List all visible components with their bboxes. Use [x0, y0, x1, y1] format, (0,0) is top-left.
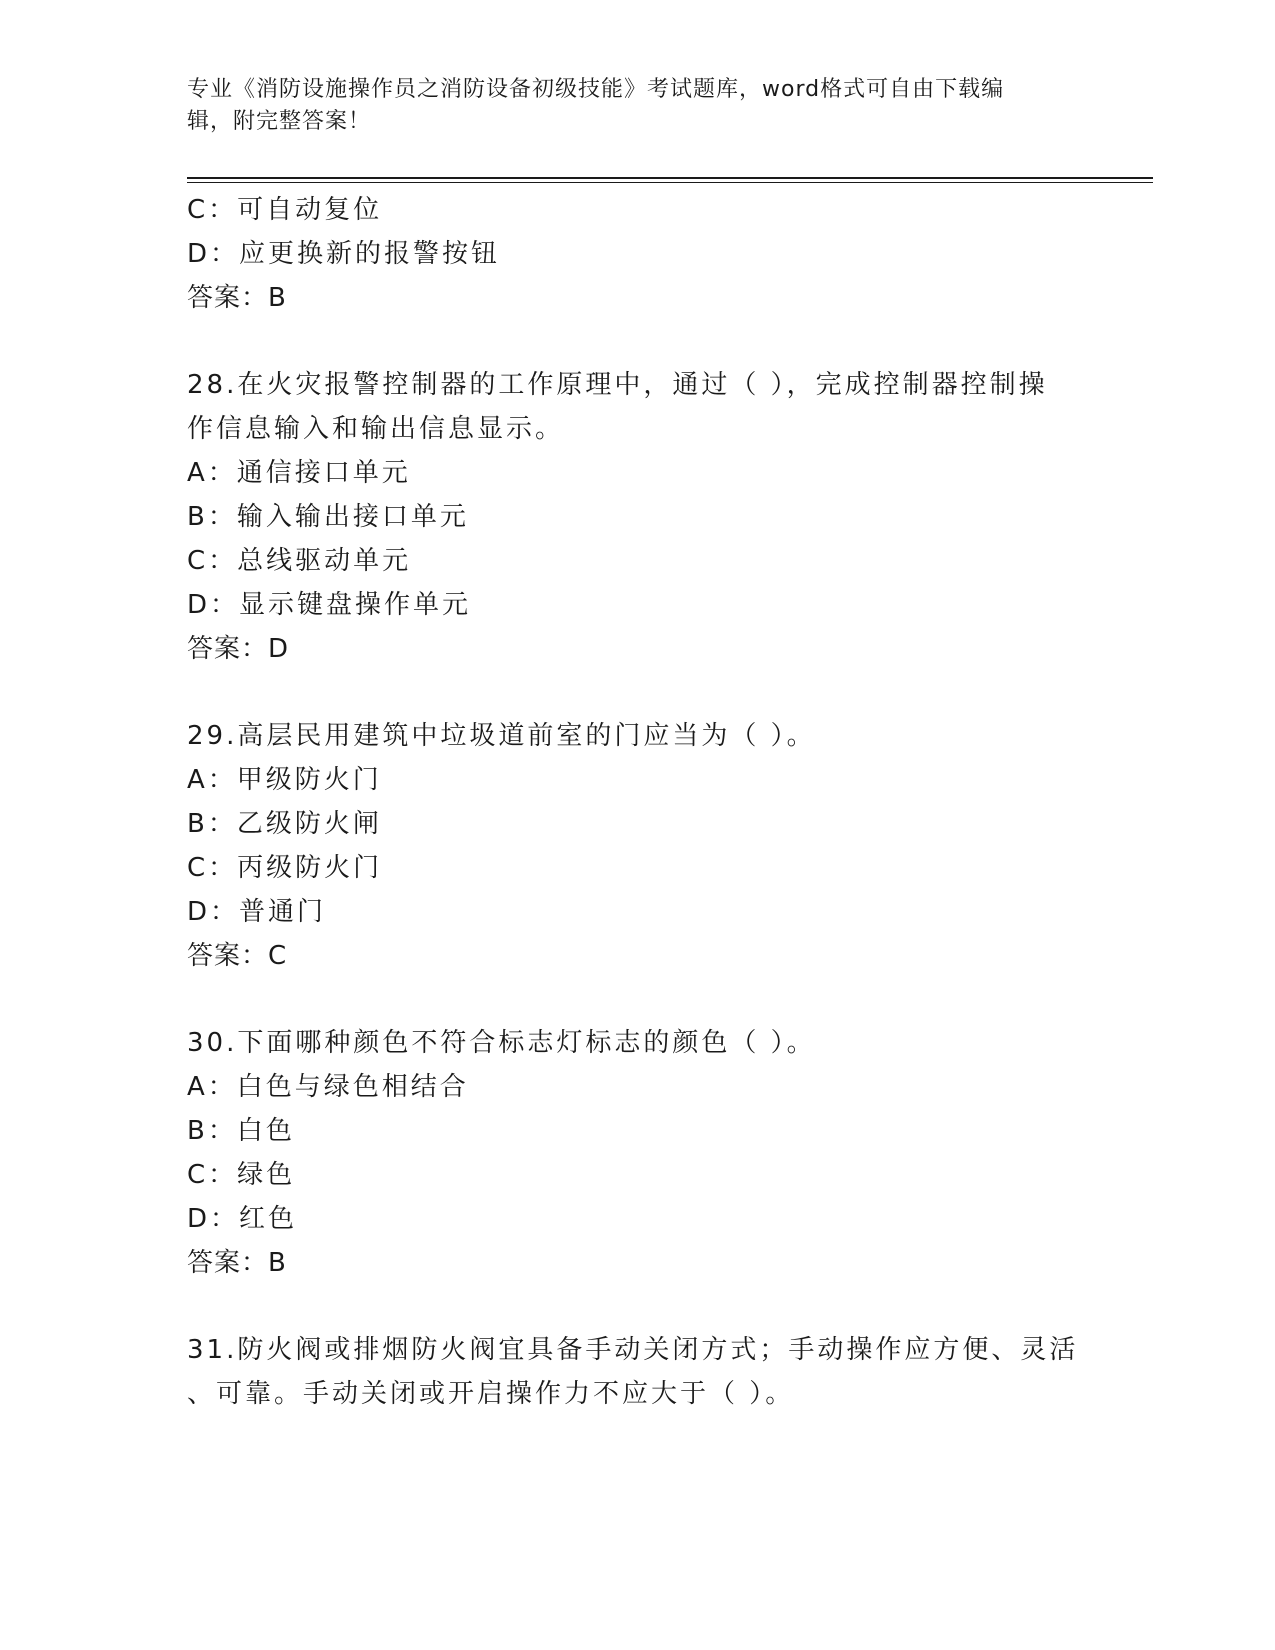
option-b: B：白色 — [187, 1116, 295, 1146]
option-c: C：绿色 — [187, 1160, 296, 1190]
option-b: B：乙级防火闸 — [187, 809, 382, 839]
answer: 答案：C — [187, 941, 288, 971]
option-a: A：白色与绿色相结合 — [187, 1072, 469, 1102]
answer: 答案：B — [187, 1248, 287, 1278]
option-d: D：红色 — [187, 1204, 298, 1234]
option-c: C：可自动复位 — [187, 195, 383, 225]
question-28-stem-cont: 作信息输入和输出信息显示。 — [187, 414, 565, 444]
option-d: D：普通门 — [187, 897, 327, 927]
header-line-1: 专业《消防设施操作员之消防设备初级技能》考试题库，word格式可自由下载编 — [187, 77, 1005, 102]
question-29-stem: 29.高层民用建筑中垃圾道前室的门应当为（ ）。 — [187, 721, 816, 751]
document-header — [187, 74, 1087, 138]
question-31-stem-cont: 、可靠。手动关闭或开启操作力不应大于（ ）。 — [187, 1379, 795, 1409]
header-divider-thin — [187, 182, 1153, 183]
option-d: D：显示键盘操作单元 — [187, 590, 472, 620]
option-c: C：丙级防火门 — [187, 853, 383, 883]
option-d: D：应更换新的报警按钮 — [187, 239, 501, 269]
option-a: A：通信接口单元 — [187, 458, 411, 488]
option-c: C：总线驱动单元 — [187, 546, 412, 576]
option-a: A：甲级防火门 — [187, 765, 382, 795]
question-28-stem: 28.在火灾报警控制器的工作原理中，通过（ ），完成控制器控制操 — [187, 370, 1048, 400]
question-30-stem: 30.下面哪种颜色不符合标志灯标志的颜色（ ）。 — [187, 1028, 816, 1058]
header-divider — [187, 177, 1153, 179]
header-line-2: 辑，附完整答案！ — [187, 109, 372, 134]
answer: 答案：D — [187, 634, 290, 664]
question-31-stem: 31.防火阀或排烟防火阀宜具备手动关闭方式；手动操作应方便、灵活 — [187, 1335, 1079, 1365]
option-b: B：输入输出接口单元 — [187, 502, 469, 532]
answer: 答案：B — [187, 283, 287, 313]
